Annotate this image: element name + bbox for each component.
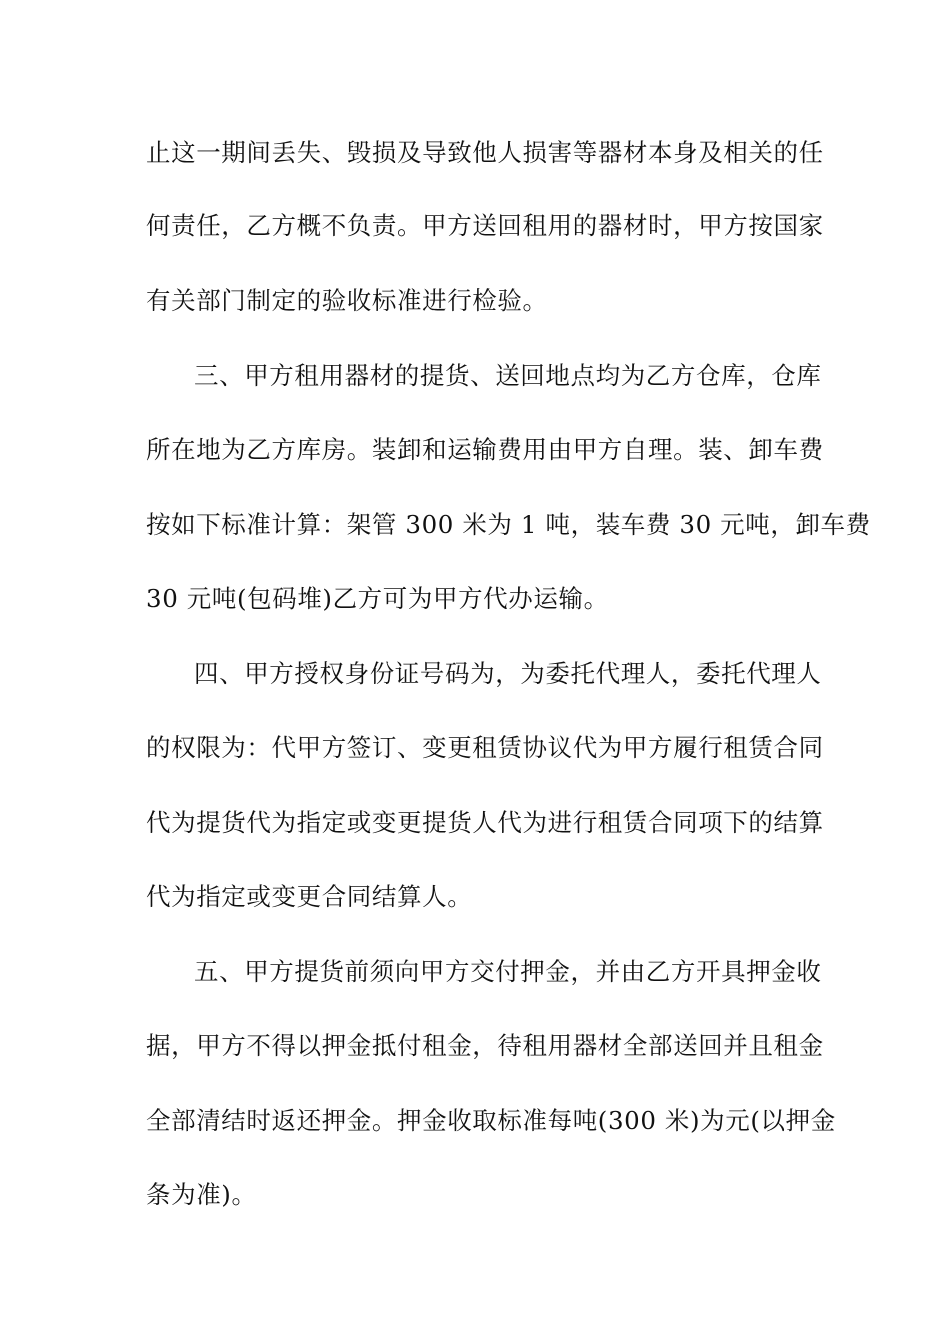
text-line: 何责任，乙方概不负责。甲方送回租用的器材时，甲方按国家	[146, 211, 824, 240]
text-line: 止这一期间丢失、毁损及导致他人损害等器材本身及相关的任	[146, 138, 824, 167]
text-line: 30 元吨(包码堆)乙方可为甲方代办运输。	[146, 584, 609, 613]
text-line: 条为准)。	[146, 1180, 257, 1209]
paragraph-start-line: 四、甲方授权身份证号码为，为委托代理人，委托代理人	[194, 659, 822, 688]
text-line: 的权限为：代甲方签订、变更租赁协议代为甲方履行租赁合同	[146, 733, 824, 762]
text-line: 代为指定或变更合同结算人。	[146, 882, 473, 911]
text-line: 所在地为乙方库房。装卸和运输费用由甲方自理。装、卸车费	[146, 435, 824, 464]
text-line: 据，甲方不得以押金抵付租金，待租用器材全部送回并且租金	[146, 1031, 824, 1060]
text-line: 代为提货代为指定或变更提货人代为进行租赁合同项下的结算	[146, 808, 824, 837]
text-line: 有关部门制定的验收标准进行检验。	[146, 286, 548, 315]
paragraph-start-line: 三、甲方租用器材的提货、送回地点均为乙方仓库，仓库	[194, 361, 822, 390]
paragraph-start-line: 五、甲方提货前须向甲方交付押金，并由乙方开具押金收	[194, 957, 822, 986]
text-line: 按如下标准计算：架管 300 米为 1 吨，装车费 30 元吨，卸车费	[146, 510, 871, 539]
text-line: 全部清结时返还押金。押金收取标准每吨(300 米)为元(以押金	[146, 1106, 836, 1135]
